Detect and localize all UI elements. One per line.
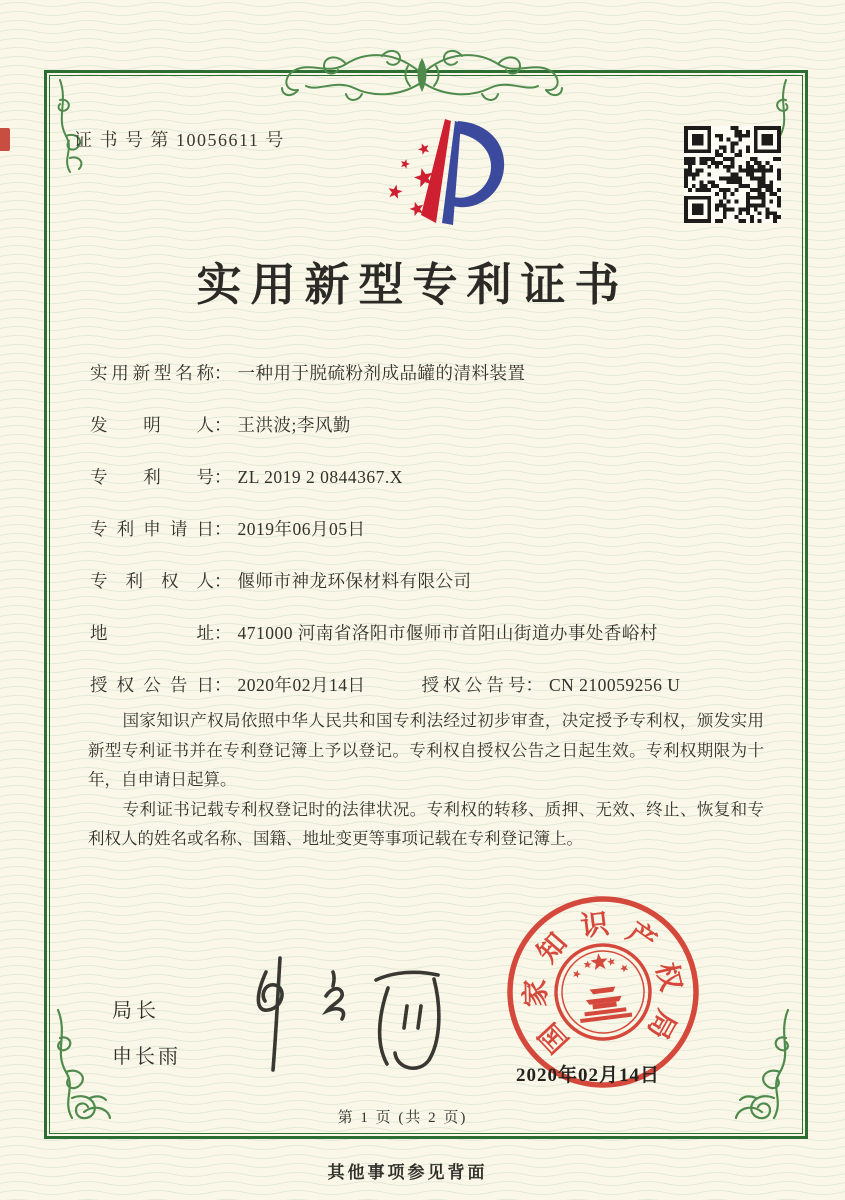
field-label: 发明人	[90, 415, 214, 435]
svg-text:知: 知	[531, 927, 574, 970]
field-label: 地址	[90, 623, 214, 643]
svg-text:家: 家	[520, 978, 553, 1008]
field-label: 专利号	[90, 467, 214, 487]
back-note: 其他事项参见背面	[327, 1163, 488, 1182]
field-value: 2020年02月14日	[237, 675, 366, 695]
certificate-number: 证 书 号 第 10056611 号	[74, 130, 285, 150]
field-value: 偃师市神龙环保材料有限公司	[237, 571, 472, 591]
field-row: 专利权人： 偃师市神龙环保材料有限公司	[90, 568, 762, 620]
commissioner-name: 申长雨	[112, 1046, 181, 1068]
svg-text:识: 识	[579, 908, 611, 944]
cnipa-patent-logo-icon	[358, 111, 508, 233]
field-label: 授权公告日	[90, 675, 214, 695]
commissioner-title: 局长	[112, 1000, 160, 1022]
svg-text:局: 局	[640, 1004, 682, 1045]
field-value: CN 210059256 U	[549, 675, 681, 695]
field-value: 2019年06月05日	[237, 519, 366, 539]
certificate-title: 实用新型专利证书	[196, 260, 629, 310]
field-value: 一种用于脱硫粉剂成品罐的清料装置	[237, 363, 526, 383]
field-row: 地址： 471000 河南省洛阳市偃师市首阳山街道办事处香峪村	[90, 620, 762, 672]
svg-text:国: 国	[533, 1016, 576, 1059]
field-row: 发明人： 王洪波;李风勤	[90, 412, 762, 464]
field-row: 专利号： ZL 2019 2 0844367.X	[90, 464, 762, 516]
qr-code	[684, 126, 781, 223]
field-row: 专利申请日： 2019年06月05日	[90, 516, 762, 568]
field-value: 471000 河南省洛阳市偃师市首阳山街道办事处香峪村	[237, 623, 658, 643]
body-paragraph: 国家知识产权局依照中华人民共和国专利法经过初步审查，决定授予专利权，颁发实用新型专利证书并在专利登记簿上予以登记。专利权自授权公告之日起生效。专利权期限为十年，自申请日起算。	[88, 711, 764, 789]
grant-number-group: 授权公告号： CN 210059256 U	[422, 675, 681, 695]
legal-text	[88, 706, 764, 854]
edge-seal-fragment	[0, 128, 10, 151]
field-label: 专利权人	[90, 571, 214, 591]
seal-date: 2020年02月14日	[516, 1065, 661, 1086]
commissioner-block	[112, 994, 181, 1069]
body-paragraph: 专利证书记载专利权登记时的法律状况。专利权的转移、质押、无效、终止、恢复和专利权人的姓名或名称、国籍、地址变更等事项记载在专利登记簿上。	[88, 799, 764, 848]
field-label: 授权公告号	[421, 675, 526, 695]
svg-text:权: 权	[649, 959, 687, 995]
certificate-fields	[90, 360, 762, 724]
field-row: 授权公告日： 2020年02月14日 授权公告号： CN 210059256 U	[90, 672, 762, 724]
field-row: 实用新型名称： 一种用于脱硫粉剂成品罐的清料装置	[90, 360, 762, 412]
commissioner-signature-icon	[228, 952, 453, 1077]
svg-text:产: 产	[620, 916, 662, 959]
field-value: ZL 2019 2 0844367.X	[237, 467, 403, 487]
field-label: 专利申请日	[90, 519, 214, 539]
field-value: 王洪波;李风勤	[237, 415, 351, 435]
field-label: 实用新型名称	[90, 363, 214, 383]
page-number: 第 1 页 (共 2 页)	[337, 1110, 468, 1126]
